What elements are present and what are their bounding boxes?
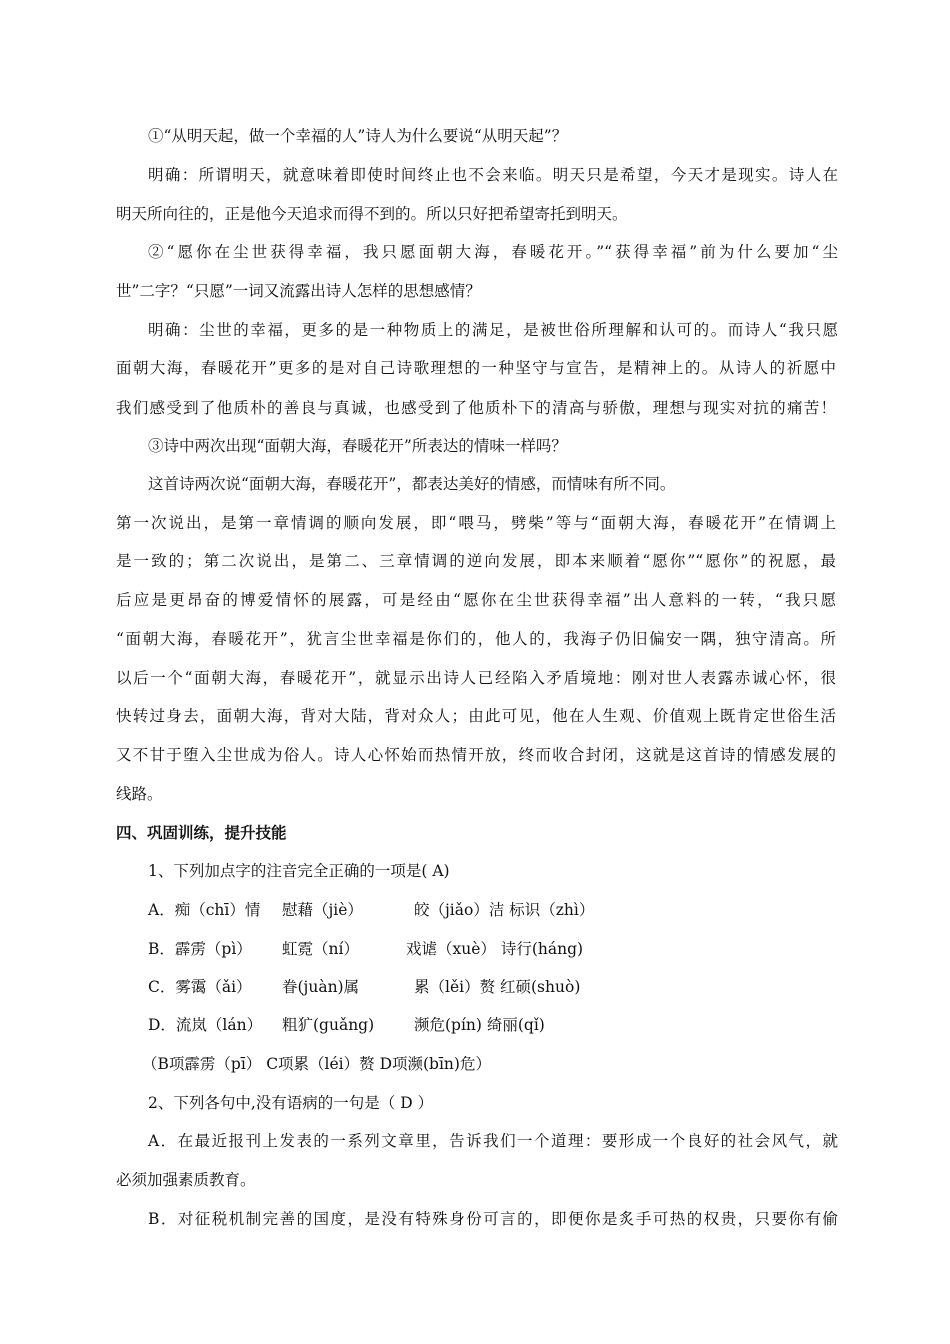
option-part: 慰藉（jiè） <box>282 901 363 919</box>
question-1-prompt: ①“从明天起，做一个幸福的人”诗人为什么要说“从明天起”？ <box>148 127 568 145</box>
option-part: 濒危(pín) 绮丽(qǐ) <box>414 1016 545 1034</box>
question-2-answer-line: 我们感受到了他质朴的善良与真诚，也感受到了他质朴下的清高与骄傲，理想与现实对抗的痛苦！ <box>116 399 836 417</box>
question-3-answer-line: 后应是更昂奋的博爱情怀的展露，可是经由“愿你在尘世获得幸福”出人意料的一转，“我只愿 <box>116 591 836 609</box>
option-part: A．痴（chī）情 <box>148 901 261 919</box>
exercise-2-option-a-line: A．在最近报刊上发表的一系列文章里，告诉我们一个道理：要形成一个良好的社会风气，就 <box>148 1132 838 1150</box>
option-part: 累（lěi）赘 红硕(shuò) <box>414 978 581 996</box>
exercise-1-question: 1、下列加点字的注音完全正确的一项是( A) <box>148 862 450 880</box>
question-3-answer-line: 线路。 <box>116 785 163 803</box>
option-part: C．雾霭（ǎi） <box>148 978 252 996</box>
question-1-answer-line: 明确：所谓明天，就意味着即使时间终止也不会来临。明天只是希望，今天才是现实。诗人在 <box>148 166 838 184</box>
exercise-1-option-b <box>148 939 838 959</box>
exercise-1-option-a <box>148 900 838 920</box>
question-3-answer-line: 快转过身去，面朝大海，背对大陆，背对众人；由此可见，他在人生观、价值观上既肯定世俗生活 <box>116 707 836 725</box>
question-3-answer-line: 第一次说出，是第一章情调的顺向发展，即“喂马，劈柴”等与“面朝大海，春暖花开”在情调上 <box>116 514 836 532</box>
question-2-answer-line: 明确：尘世的幸福，更多的是一种物质上的满足，是被世俗所理解和认可的。而诗人“我只愿 <box>148 321 838 339</box>
section-heading: 四、巩固训练，提升技能 <box>116 823 287 842</box>
question-2-answer-line: 面朝大海，春暖花开”更多的是对自己诗歌理想的一种坚守与宣告，是精神上的。从诗人的祈愿中 <box>116 359 836 377</box>
question-3-answer-line: 是一致的；第二次说出，是第二、三章情调的逆向发展，即本来顺着“愿你”“愿你”的祝愿，最 <box>116 552 836 570</box>
exercise-1-answer-note: （B项霹雳（pī） C项累（léi）赘 D项濒(bīn)危） <box>142 1055 491 1073</box>
option-part: 粗犷(guǎng) <box>282 1016 375 1034</box>
option-part: B．霹雳（pì） <box>148 940 252 958</box>
exercise-1-option-d <box>148 1015 838 1035</box>
question-3-answer-line: 这首诗两次说“面朝大海，春暖花开”，都表达美好的情感，而情味有所不同。 <box>148 475 676 493</box>
question-3-prompt: ③诗中两次出现“面朝大海，春暖花开”所表达的情味一样吗？ <box>148 437 567 455</box>
option-part: 皎（jiǎo）洁 标识（zhì） <box>414 901 595 919</box>
question-3-answer-line: “面朝大海，春暖花开”，犹言尘世幸福是你们的，他人的，我海子仍旧偏安一隅，独守清高。所 <box>116 630 836 648</box>
exercise-2-option-a-line: 必须加强素质教育。 <box>116 1171 256 1189</box>
option-part: 眷(juàn)属 <box>282 978 360 996</box>
question-1-answer-line: 明天所向往的，正是他今天追求而得不到的。所以只好把希望寄托到明天。 <box>116 205 628 223</box>
option-part: D．流岚（lán） <box>148 1016 263 1034</box>
exercise-1-option-c <box>148 977 838 997</box>
question-3-answer-line: 又不甘于堕入尘世成为俗人。诗人心怀始而热情开放，终而收合封闭，这就是这首诗的情感发展的 <box>116 746 836 764</box>
question-3-answer-line: 以后一个“面朝大海，春暖花开”，就显示出诗人已经陷入矛盾境地：刚对世人表露赤诚心怀，很 <box>116 669 836 687</box>
exercise-2-option-b-line: B．对征税机制完善的国度，是没有特殊身份可言的，即便你是炙手可热的权贵，只要你有偷 <box>148 1210 838 1228</box>
question-2-prompt-line: ②“愿你在尘世获得幸福，我只愿面朝大海，春暖花开。”“获得幸福”前为什么要加“尘 <box>148 243 838 261</box>
question-2-prompt-line: 世”二字？“只愿”一词又流露出诗人怎样的思想感情？ <box>116 282 481 300</box>
option-part: 戏谑（xuè） 诗行(háng) <box>406 940 584 958</box>
exercise-2-question: 2、下列各句中,没有语病的一句是（ D ） <box>148 1094 434 1112</box>
option-part: 虹霓（ní） <box>282 940 359 958</box>
